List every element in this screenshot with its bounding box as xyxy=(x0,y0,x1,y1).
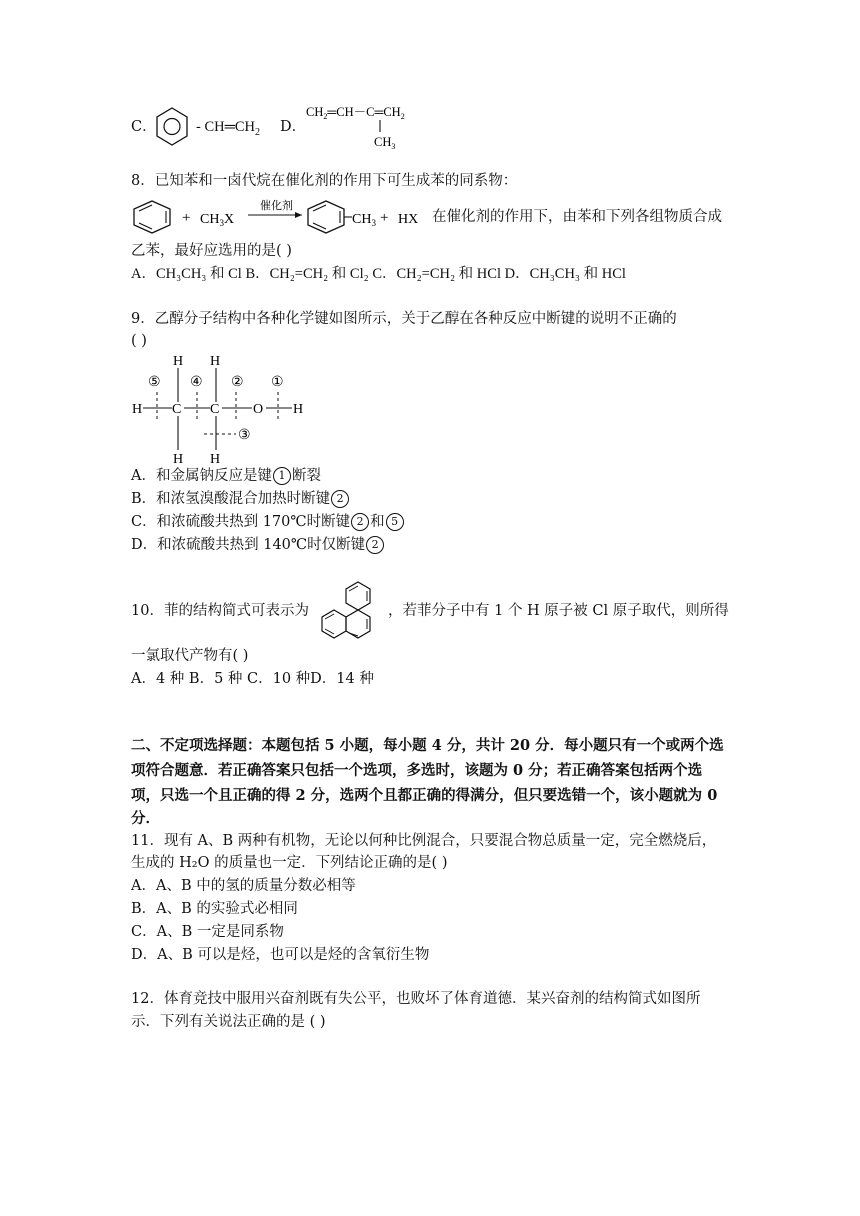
q7-option-c-label: C． xyxy=(131,119,157,135)
svg-text:④: ④ xyxy=(190,375,203,390)
section2-line1: 二、不定项选择题：本题包括 5 小题，每小题 4 分，共计 20 分．每小题只有一个或两个选 xyxy=(131,737,724,754)
q7-option-c-formula: - $CH═CH_2$ xyxy=(196,119,261,138)
q12-stem2: 示．下列有关说法正确的是 ( ) xyxy=(131,1014,326,1030)
q9-stem-paren: ( ) xyxy=(131,333,147,349)
q11-option-c: C．A、B 一定是同系物 xyxy=(131,924,284,940)
q11-option-d: D．A、B 可以是烃，也可以是烃的含氧衍生物 xyxy=(131,947,430,963)
q11-stem2: 生成的 H₂O 的质量也一定．下列结论正确的是( ) xyxy=(131,855,448,871)
svg-text:HX: HX xyxy=(398,212,419,227)
q10-stem-head: 10．菲的结构简式可表示为 xyxy=(131,603,309,619)
q8-stem2: 乙苯，最好应选用的是( ) xyxy=(131,243,292,259)
svg-text:H: H xyxy=(132,402,143,417)
svg-text:①: ① xyxy=(271,375,284,390)
svg-text:H: H xyxy=(293,402,304,417)
q9-option-b: B．和浓氢溴酸混合加热时断键 2 xyxy=(131,489,350,509)
svg-text:②: ② xyxy=(231,375,244,390)
svg-text:CH3: $CH_3$ xyxy=(374,135,396,151)
section2-line2: 项符合题意．若正确答案只包括一个选项，多选时，该题为 0 分；若正确答案包括两个选 xyxy=(131,762,703,779)
q11-option-a: A．A、B 中的氢的质量分数必相等 xyxy=(131,878,356,894)
q7-option-d-label: D． xyxy=(280,119,307,135)
q9-stem: 9．乙醇分子结构中各种化学键如图所示，关于乙醇在各种反应中断键的说明不正确的 xyxy=(131,311,677,327)
q11-option-b: B．A、B 的实验式必相同 xyxy=(131,901,298,917)
q8-stem: 8．已知苯和一卤代烷在催化剂的作用下可生成苯的同系物： xyxy=(131,173,518,189)
svg-text:CH3: $CH_3$ xyxy=(352,212,376,228)
q10-options: A．4 种 B．5 种 C．10 种D．14 种 xyxy=(131,671,374,687)
q9-option-d: D．和浓硫酸共热到 140℃时仅断键 2 xyxy=(131,535,385,555)
svg-text:催化剂: 催化剂 xyxy=(260,200,293,212)
q8-stem-tail: 在催化剂的作用下，由苯和下列各组物质合成 xyxy=(432,209,722,225)
svg-text:H: H xyxy=(173,452,184,467)
section2-line4: 分． xyxy=(131,810,160,827)
svg-text:H: H xyxy=(173,354,184,369)
benzene-ring-icon xyxy=(155,106,189,148)
q7-option-d-structure xyxy=(304,98,434,152)
q9-option-c: C．和浓硫酸共热到 170℃时断键 2 和 5 xyxy=(131,512,405,532)
ethanol-bond-diagram xyxy=(128,350,318,468)
svg-text:CH3X: $CH_3X$ xyxy=(200,212,235,228)
svg-text:+: + xyxy=(380,210,389,226)
svg-text:H: H xyxy=(210,452,221,467)
q11-stem1: 11．现有 A、B 两种有机物，无论以何种比例混合，只要混合物总质量一定，完全燃烧后， xyxy=(131,833,717,849)
q12-stem1: 12．体育竞技中服用兴奋剂既有失公平，也败坏了体育道德．某兴奋剂的结构简式如图所 xyxy=(131,991,701,1007)
svg-text:③: ③ xyxy=(238,428,251,443)
svg-text:CH2═CH－C═CH2: $CH_2═CH-C═CH_2$ xyxy=(306,105,405,121)
q7-option-c xyxy=(131,116,157,138)
section2-line3: 项，只选一个且正确的得 2 分，选两个且都正确的得满分，但只要选错一个，该小题就为 0 xyxy=(131,787,718,804)
svg-text:+: + xyxy=(182,210,191,226)
svg-text:⑤: ⑤ xyxy=(148,375,161,390)
q8-options: A．CH₃CH₃ 和 Cl B．CH₂=CH₂ 和 Cl₂ C．CH₂=CH₂ 和 HCl D．CH₃CH₃ 和 HCl xyxy=(131,266,626,282)
svg-text:C: C xyxy=(172,402,182,417)
q9-option-a: A．和金属钠反应是键 1 断裂 xyxy=(131,468,321,484)
q10-stem-tail: ，若菲分子中有 1 个 H 原子被 Cl 原子取代，则所得 xyxy=(388,603,729,619)
q10-stem2: 一氯取代产物有( ) xyxy=(131,648,249,664)
phenanthrene-structure-icon xyxy=(308,580,388,642)
q8-equation xyxy=(130,198,435,236)
svg-text:O: O xyxy=(253,402,264,417)
svg-text:H: H xyxy=(210,354,221,369)
svg-text:C: C xyxy=(210,402,220,417)
